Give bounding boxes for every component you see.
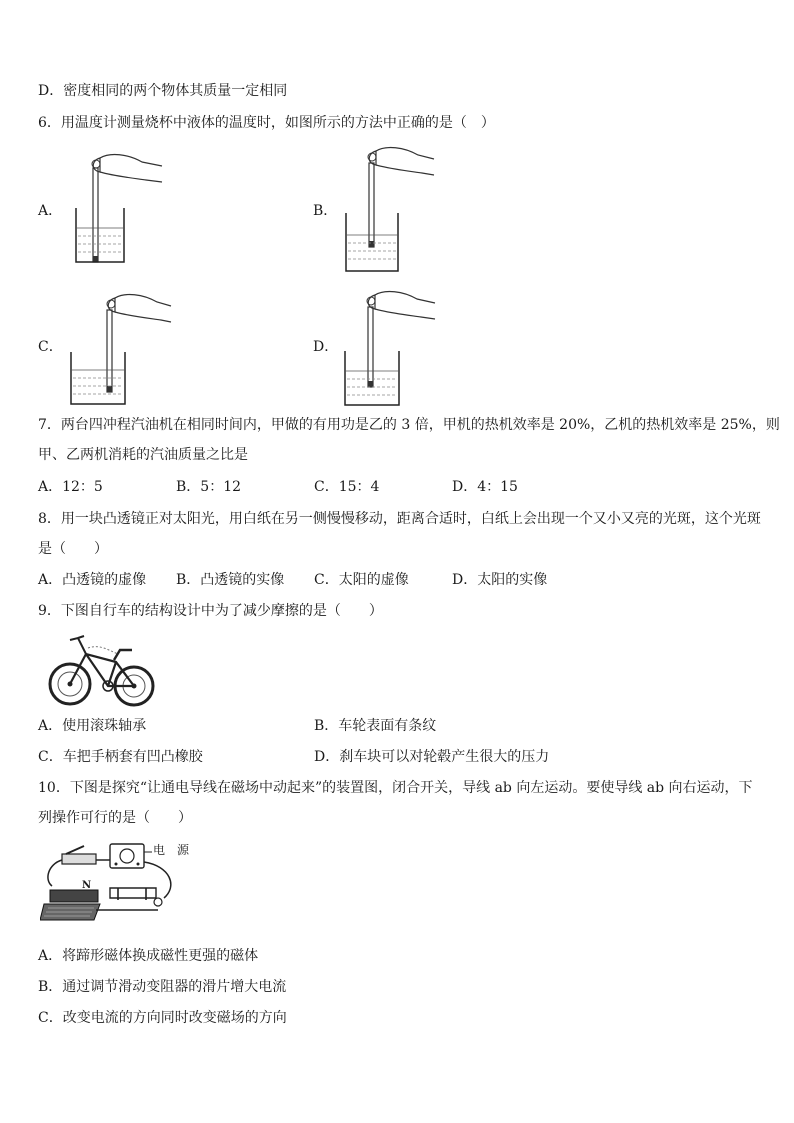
- q8-option-d: D．太阳的实像: [452, 572, 548, 588]
- q10-stem-line2: 列操作可行的是（ ）: [38, 810, 192, 826]
- q8-stem-line2: 是（ ）: [38, 541, 108, 557]
- q6-stem: 6．用温度计测量烧杯中液体的温度时，如图所示的方法中正确的是（ ）: [38, 115, 495, 131]
- q8-option-c: C．太阳的虚像: [314, 572, 409, 588]
- q7-option-a: A．12：5: [38, 479, 103, 495]
- q10-option-b: B．通过调节滑动变阻器的滑片增大电流: [38, 979, 287, 995]
- q6-label-a: A．: [38, 203, 63, 219]
- q6-figure-b: [340, 145, 440, 273]
- q6-label-b: B．: [313, 203, 338, 219]
- q7-stem-line2: 甲、乙两机消耗的汽油质量之比是: [38, 447, 248, 463]
- q6-figure-a: [70, 150, 170, 268]
- q10-option-c: C．改变电流的方向同时改变磁场的方向: [38, 1010, 287, 1026]
- q7-stem-line1: 7．两台四冲程汽油机在相同时间内，甲做的有用功是乙的 3 倍，甲机的热机效率是 20%，乙机的热机效率是 25%，则: [38, 417, 780, 433]
- q9-option-b: B．车轮表面有条纹: [314, 718, 437, 734]
- q5-option-d: D．密度相同的两个物体其质量一定相同: [38, 83, 288, 99]
- q9-option-d: D．刹车块可以对轮毂产生很大的压力: [314, 749, 550, 765]
- q6-label-c: C．: [38, 339, 63, 355]
- q9-bicycle-figure: [48, 632, 156, 710]
- q10-power-label: 电 源: [153, 843, 190, 857]
- q9-option-c: C．车把手柄套有凹凸橡胶: [38, 749, 203, 765]
- q8-stem-line1: 8．用一块凸透镜正对太阳光，用白纸在另一侧慢慢移动，距离合适时，白纸上会出现一个又小又亮的光斑，这个光斑: [38, 511, 761, 527]
- q6-label-d: D．: [313, 339, 339, 355]
- q8-option-a: A．凸透镜的虚像: [38, 572, 147, 588]
- q9-option-a: A．使用滚珠轴承: [38, 718, 147, 734]
- q6-figure-c: [65, 290, 175, 408]
- q8-option-b: B．凸透镜的实像: [176, 572, 285, 588]
- q6-figure-d: [335, 287, 445, 409]
- q10-stem-line1: 10．下图是探究“让通电导线在磁场中动起来”的装置图，闭合开关，导线 ab 向左运动。要使导线 ab 向右运动，下: [38, 780, 753, 796]
- q9-stem: 9．下图自行车的结构设计中为了减少摩擦的是（ ）: [38, 603, 383, 619]
- q7-option-c: C．15：4: [314, 479, 380, 495]
- q7-option-d: D．4：15: [452, 479, 518, 495]
- q10-north-label: N: [82, 880, 92, 891]
- q10-option-a: A．将蹄形磁体换成磁性更强的磁体: [38, 948, 259, 964]
- q7-option-b: B．5：12: [176, 479, 242, 495]
